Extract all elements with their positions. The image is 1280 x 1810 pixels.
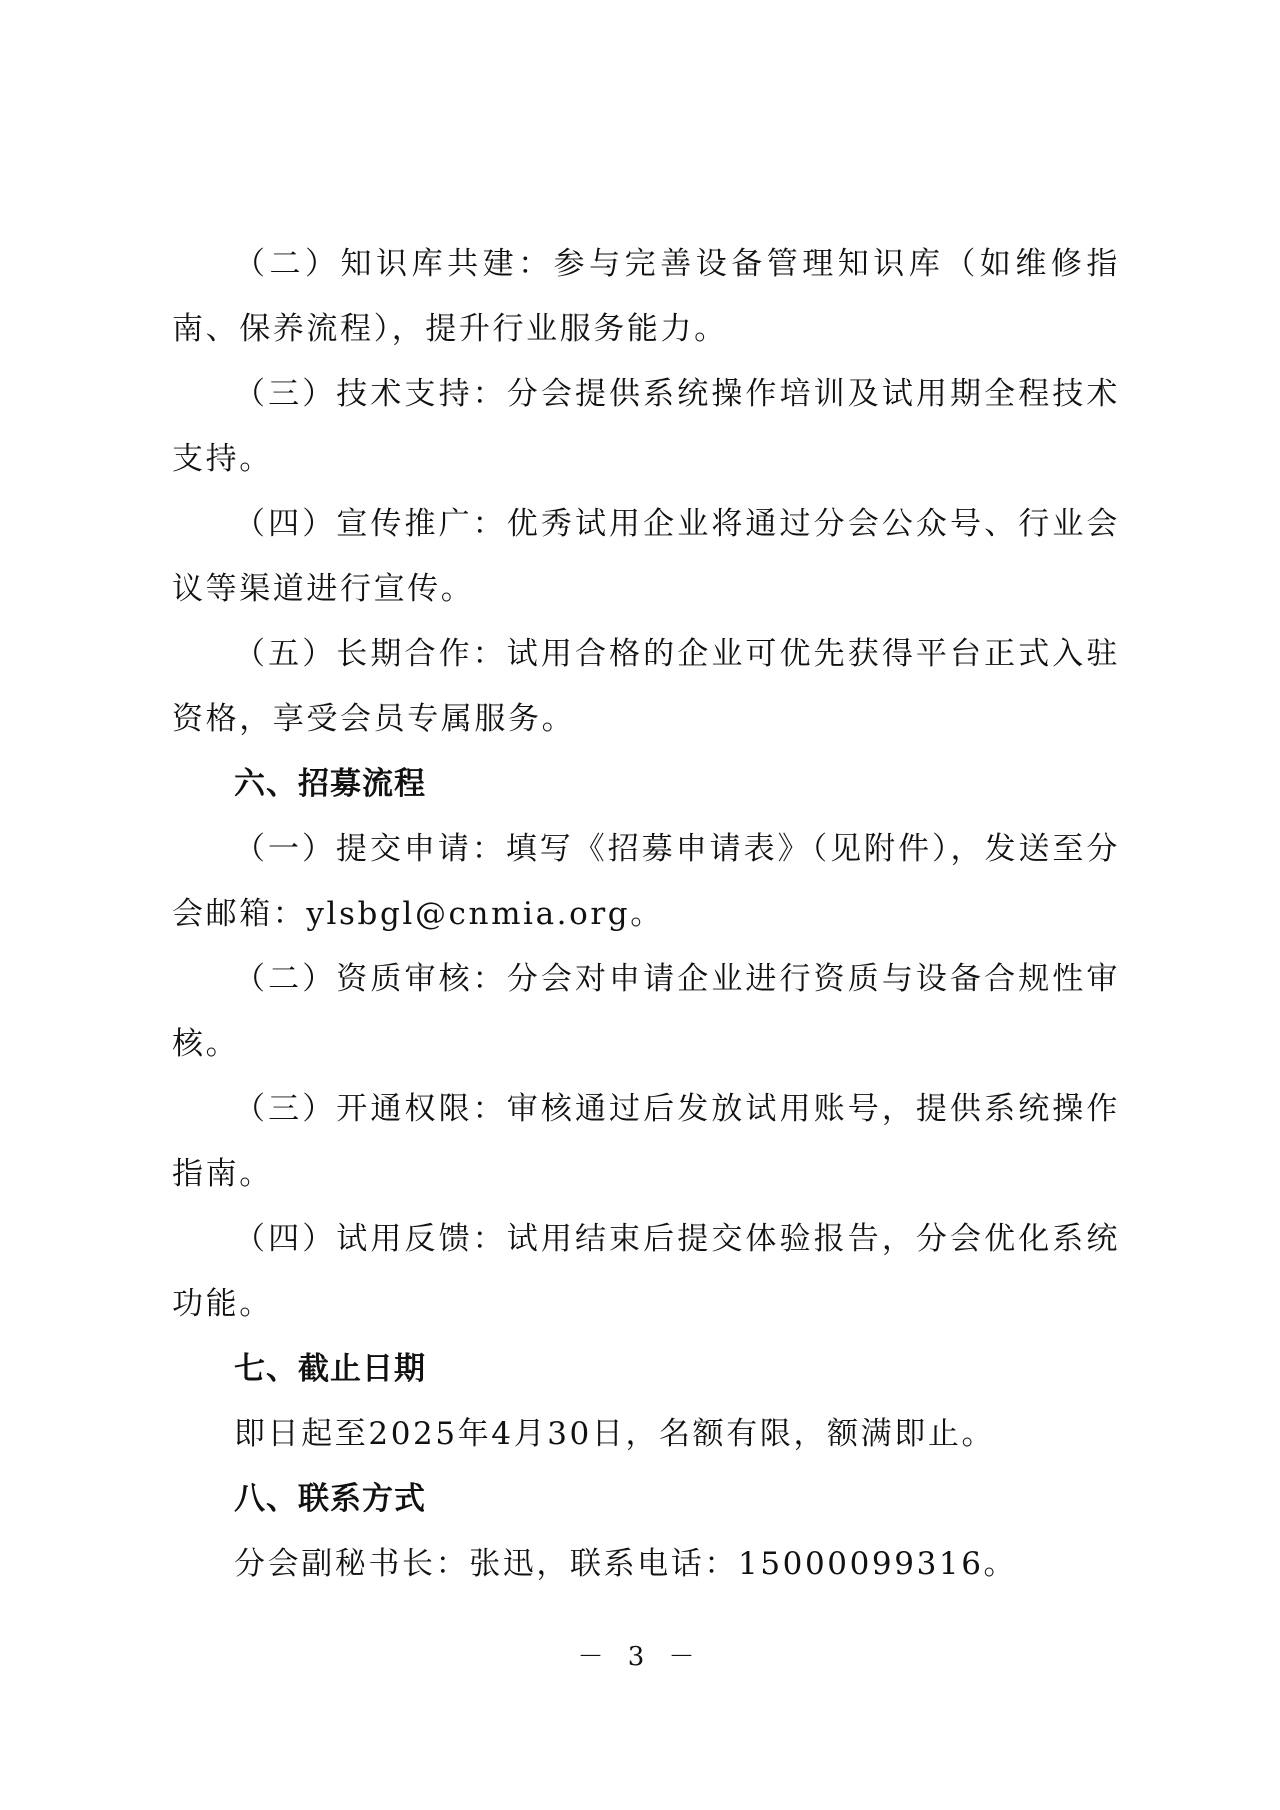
paragraph-trial-feedback: （四）试用反馈：试用结束后提交体验报告，分会优化系统功能。 (172, 1221, 1120, 1322)
paragraph-promotion: （四）宣传推广：优秀试用企业将通过分会公众号、行业会议等渠道进行宣传。 (172, 506, 1120, 607)
paragraph-deadline: 即日起至2025年4月30日，名额有限，额满即止。 (234, 1416, 996, 1452)
section-heading-deadline: 七、截止日期 (234, 1351, 426, 1387)
section-heading-recruitment-process: 六、招募流程 (234, 766, 426, 802)
paragraph-knowledge-base: （二）知识库共建：参与完善设备管理知识库（如维修指南、保养流程），提升行业服务能力。 (172, 246, 1120, 347)
paragraph-open-access: （三）开通权限：审核通过后发放试用账号，提供系统操作指南。 (172, 1091, 1120, 1192)
section-heading-contact: 八、联系方式 (234, 1481, 426, 1517)
paragraph-contact: 分会副秘书长：张迅，联系电话：15000099316。 (234, 1546, 1018, 1582)
document-body (172, 232, 1120, 1597)
paragraph-qualification-review: （二）资质审核：分会对申请企业进行资质与设备合规性审核。 (172, 961, 1120, 1062)
page-number: － 3 － (577, 1642, 703, 1672)
paragraph-technical-support: （三）技术支持：分会提供系统操作培训及试用期全程技术支持。 (172, 376, 1120, 477)
paragraph-submit-application: （一）提交申请：填写《招募申请表》（见附件），发送至分会邮箱：ylsbgl@cnmia.org。 (172, 831, 1120, 932)
paragraph-long-term-cooperation: （五）长期合作：试用合格的企业可优先获得平台正式入驻资格，享受会员专属服务。 (172, 636, 1120, 737)
